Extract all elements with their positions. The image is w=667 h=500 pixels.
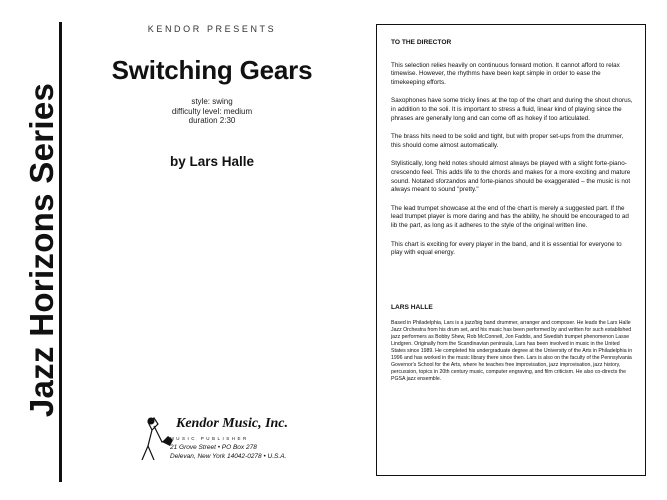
publisher-subtitle: MUSIC PUBLISHER — [170, 436, 249, 441]
publisher-name: Kendor Music, Inc. — [176, 416, 289, 431]
notes-paragraph: Stylistically, long held notes should almost always be played with a slight forte-piano-crescendo feel. This adds life to the chords and makes for a more exciting and mature sound. Notated sforzandos and forte-pianos should be exaggerated – the music is not always meant to sound "pretty." — [391, 160, 631, 194]
series-band — [18, 22, 62, 482]
piece-meta — [72, 97, 352, 126]
series-title: Jazz Horizons Series — [23, 82, 60, 418]
piece-title: Switching Gears — [111, 55, 313, 85]
duration-line: duration 2:30 — [188, 116, 236, 126]
difficulty-line: difficulty level: medium — [171, 106, 253, 116]
publisher-presents: KENDOR PRESENTS — [147, 24, 277, 34]
publisher-address — [170, 444, 286, 461]
director-heading: TO THE DIRECTOR — [391, 39, 452, 46]
notes-paragraph: This selection relies heavily on continuous forward motion. It cannot afford to relax timewise. However, the rhythms have been kept simple in order to ease the timekeeping efforts. — [391, 61, 620, 86]
composer-byline: by Lars Halle — [169, 154, 255, 169]
bio-heading: LARS HALLE — [391, 303, 433, 311]
notes-paragraph: The lead trumpet showcase at the end of the chart is merely a suggested part. If the lead trumpet player is more daring and has the ability, he should be encouraged to ad lib the part, as long as it adheres to the style of the original written line. — [391, 204, 629, 229]
notes-paragraph: This chart is exciting for every player in the band, and it is essential for everyone to play with equal energy. — [391, 240, 622, 257]
publisher-logo — [140, 410, 300, 474]
address-line-1: 21 Grove Street • PO Box 278 — [170, 444, 257, 451]
notes-page — [376, 24, 646, 476]
composer-bio: Based in Philadelphia, Lars is a jazz/big band drummer, arranger and composer. He leads the Lars Halle Jazz Orchestra from his drum set, and his music has been performed by and written for such established jazz performers as Bobby Shew, Rob McConnell, Jon Faddis, and Swedish trumpet phenomenon Lasse Lindgren. Originally from the Scandinavian peninsula, Lars has been involved in music in the United States since 1989. He completed his undergraduate degree at the University of the Arts in Philadelphia in 1996 and has worked in the music library there since then. Lars is also on the faculty of the Pennsylvania Governor's School for the Arts, where he teaches free improvisation, jazz improvisation, jazz history, percussion, topics in 20th century music, computer engraving, and film criticism. He also co-directs the PGSA jazz ensemble. — [391, 320, 633, 383]
style-line: style: swing — [191, 97, 233, 106]
notes-paragraph: The brass hits need to be solid and tight, but with proper set-ups from the drummer, this should come almost automatically. — [391, 133, 624, 149]
trumpet-player-icon — [140, 416, 174, 462]
address-line-2: Delevan, New York 14042-0278 • U.S.A. — [170, 452, 287, 460]
notes-paragraph: Saxophones have some tricky lines at the top of the chart and during the shout chorus, in addition to the soli. It is important to stress a fluid, linear kind of playing since the phrases are generally long and can come off as hokey if too articulated. — [391, 97, 633, 122]
